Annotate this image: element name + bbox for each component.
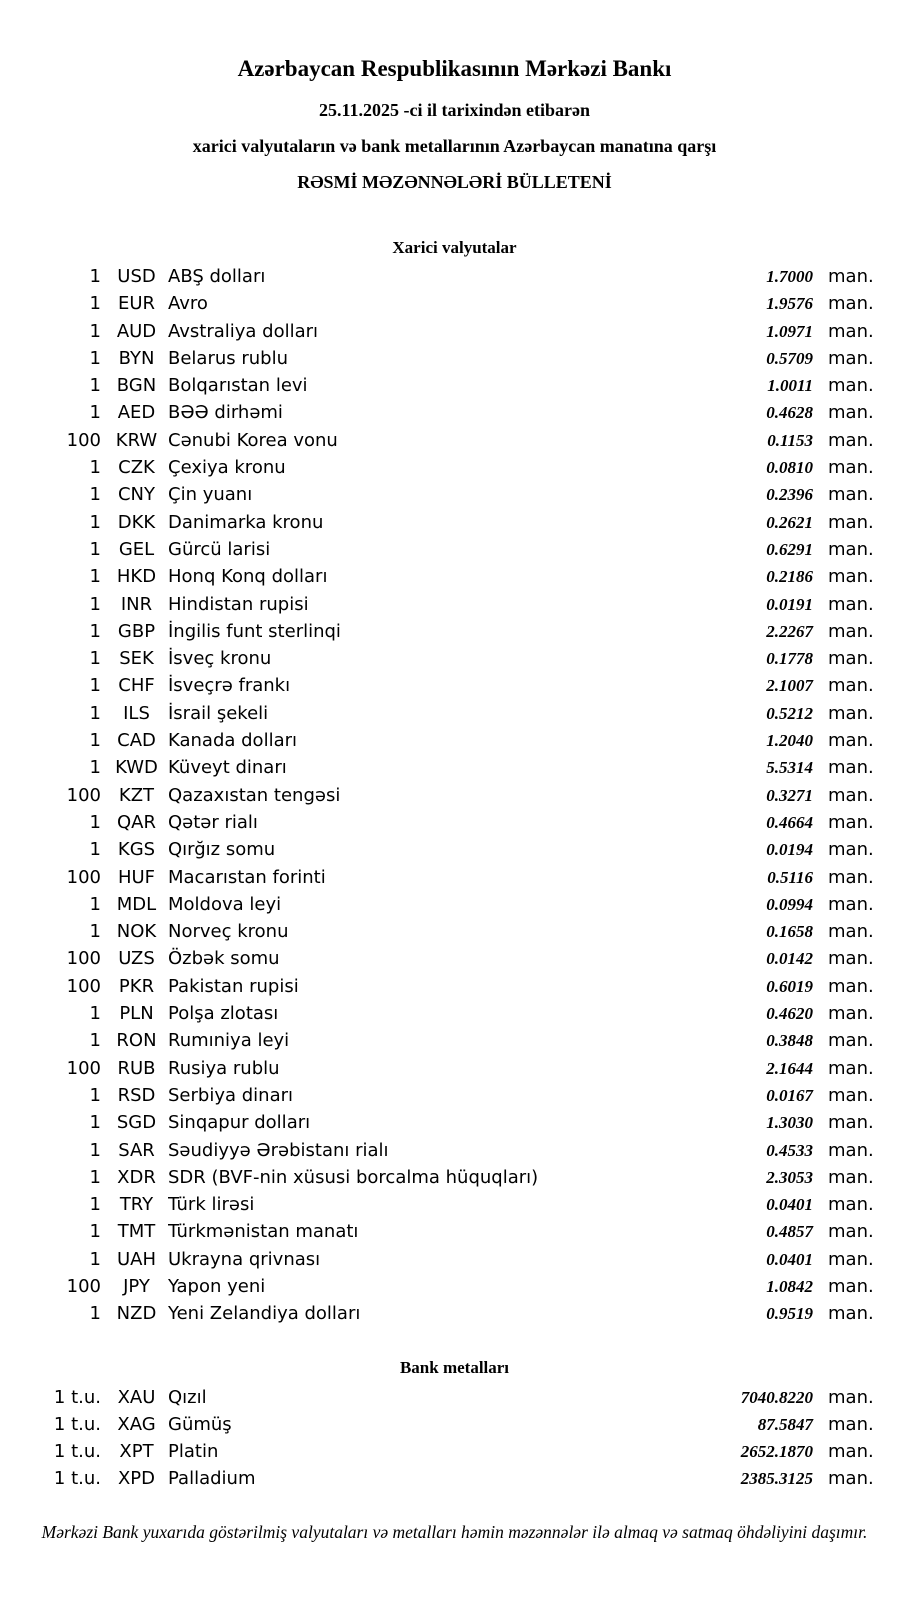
currency-name: Türk lirəsi xyxy=(168,1194,255,1216)
currency-code: EUR xyxy=(117,293,156,315)
rate-value: 2.2267 xyxy=(766,621,813,641)
rate-unit: man. xyxy=(828,1139,874,1161)
table-row xyxy=(0,618,909,645)
table-row xyxy=(0,1465,909,1492)
currency-code: KRW xyxy=(115,429,158,451)
currencies-table xyxy=(0,263,909,1328)
bank-title: Azərbaycan Respublikasının Mərkəzi Bankı xyxy=(237,56,672,81)
table-row xyxy=(0,1438,909,1465)
currency-code: PLN xyxy=(119,1003,154,1025)
rate-unit: man. xyxy=(828,675,874,697)
rate-quantity: 1 xyxy=(89,457,101,479)
table-row xyxy=(0,1273,909,1300)
rate-unit: man. xyxy=(828,484,874,506)
rate-value: 5.5314 xyxy=(766,758,813,778)
rate-quantity: 1 xyxy=(89,266,101,287)
rate-quantity: 100 xyxy=(66,948,101,970)
table-row xyxy=(0,1218,909,1245)
rate-unit: man. xyxy=(828,1166,874,1188)
currency-name: Gürcü larisi xyxy=(168,538,271,560)
currency-code: DKK xyxy=(117,511,156,533)
currency-code: GEL xyxy=(118,538,155,560)
rate-value: 0.6291 xyxy=(766,539,813,559)
table-row xyxy=(0,1411,909,1438)
table-row xyxy=(0,263,909,290)
table-row xyxy=(0,345,909,372)
rate-quantity: 1 t.u. xyxy=(53,1413,101,1435)
currency-name: İngilis funt sterlinqi xyxy=(168,620,341,642)
currency-code: INR xyxy=(120,593,153,615)
currency-code: CHF xyxy=(118,675,155,697)
rate-quantity: 1 xyxy=(89,1139,101,1161)
rate-value: 0.3271 xyxy=(766,785,813,805)
rate-unit: man. xyxy=(828,1057,874,1079)
table-row xyxy=(0,1082,909,1109)
rate-value: 87.5847 xyxy=(757,1414,813,1434)
rate-quantity: 100 xyxy=(66,429,101,451)
rate-quantity: 1 xyxy=(89,1166,101,1188)
rate-value: 1.0842 xyxy=(766,1276,813,1296)
table-row xyxy=(0,1055,909,1082)
rate-value: 0.4664 xyxy=(766,812,813,832)
rate-value: 0.2186 xyxy=(766,567,813,587)
table-row xyxy=(0,1137,909,1164)
table-row xyxy=(0,1027,909,1054)
rate-quantity: 1 xyxy=(89,1084,101,1106)
rate-unit: man. xyxy=(828,457,874,479)
rate-unit: man. xyxy=(828,566,874,588)
rate-unit: man. xyxy=(828,1194,874,1216)
rate-value: 0.4533 xyxy=(766,1140,813,1160)
rate-quantity: 1 xyxy=(89,593,101,615)
rate-unit: man. xyxy=(828,1221,874,1243)
currency-code: CAD xyxy=(117,730,156,752)
currency-code: XPD xyxy=(117,1468,156,1490)
currency-code: AUD xyxy=(116,320,157,342)
bulletin-title: RƏSMİ MƏZƏNNƏLƏRİ BÜLLETENİ xyxy=(297,172,612,192)
rate-unit: man. xyxy=(828,511,874,533)
rate-quantity: 100 xyxy=(66,866,101,888)
rate-value: 0.1153 xyxy=(767,430,813,450)
effective-date-line: 25.11.2025 -ci il tarixindən etibarən xyxy=(319,100,590,120)
rate-value: 2.3053 xyxy=(766,1167,813,1187)
rate-value: 0.0994 xyxy=(766,894,813,914)
rate-value: 7040.8220 xyxy=(740,1387,813,1407)
rate-value: 0.6019 xyxy=(766,976,813,996)
rate-quantity: 1 t.u. xyxy=(53,1468,101,1490)
currency-name: Yapon yeni xyxy=(168,1275,266,1297)
currency-code: JPY xyxy=(123,1275,150,1297)
rate-quantity: 1 xyxy=(89,566,101,588)
rate-quantity: 1 xyxy=(89,675,101,697)
rate-value: 0.0167 xyxy=(766,1085,813,1105)
rate-value: 1.3030 xyxy=(766,1113,813,1133)
currency-code: XPT xyxy=(119,1441,154,1463)
currency-code: RON xyxy=(116,1030,157,1052)
currency-code: CZK xyxy=(118,457,155,479)
currency-name: Çin yuanı xyxy=(168,484,253,506)
currency-code: AED xyxy=(117,402,156,424)
rate-unit: man. xyxy=(828,266,874,287)
rate-quantity: 1 xyxy=(89,893,101,915)
currency-code: GBP xyxy=(117,620,156,642)
metals-table xyxy=(0,1384,909,1493)
table-row xyxy=(0,973,909,1000)
rate-unit: man. xyxy=(828,757,874,779)
rate-unit: man. xyxy=(828,402,874,424)
rate-unit: man. xyxy=(828,620,874,642)
currency-code: XDR xyxy=(117,1166,156,1188)
rate-unit: man. xyxy=(828,429,874,451)
subject-line: xarici valyutaların və bank metallarının Azərbaycan manatına qarşı xyxy=(192,136,717,156)
rate-unit: man. xyxy=(828,1030,874,1052)
table-row xyxy=(0,591,909,618)
table-row xyxy=(0,318,909,345)
currency-name: Rumıniya leyi xyxy=(168,1030,290,1052)
currency-name: SDR (BVF-nin xüsusi borcalma hüquqları) xyxy=(168,1166,539,1188)
rate-quantity: 1 xyxy=(89,375,101,397)
rate-quantity: 1 xyxy=(89,1248,101,1270)
currency-name: Avstraliya dolları xyxy=(168,320,319,342)
table-row xyxy=(0,1000,909,1027)
rate-unit: man. xyxy=(828,1003,874,1025)
rate-quantity: 1 xyxy=(89,620,101,642)
currency-code: BGN xyxy=(116,375,157,397)
table-row xyxy=(0,1164,909,1191)
rate-quantity: 1 xyxy=(89,1112,101,1134)
table-row xyxy=(0,1109,909,1136)
currency-code: KGS xyxy=(117,839,156,861)
rate-unit: man. xyxy=(828,593,874,615)
table-row xyxy=(0,454,909,481)
rate-value: 0.0401 xyxy=(766,1195,813,1215)
currency-name: Qırğız somu xyxy=(168,839,276,861)
rate-unit: man. xyxy=(828,921,874,943)
bulletin-footer xyxy=(0,1521,909,1543)
rate-value: 0.5116 xyxy=(767,867,813,887)
rate-quantity: 1 xyxy=(89,293,101,315)
currency-name: Kanada dolları xyxy=(168,730,298,752)
rate-quantity: 1 t.u. xyxy=(53,1441,101,1463)
currency-code: SEK xyxy=(119,648,154,670)
currency-code: HUF xyxy=(117,866,156,888)
disclaimer-note: Mərkəzi Bank yuxarıda göstərilmiş valyutaları və metalları həmin məzənnələr ilə almaq və satmaq öhdəliyini daşımır. xyxy=(41,1521,868,1542)
rate-value: 1.7000 xyxy=(766,267,813,286)
currency-code: NOK xyxy=(116,921,157,943)
rate-quantity: 1 t.u. xyxy=(53,1386,101,1408)
table-row xyxy=(0,754,909,781)
rate-value: 0.3848 xyxy=(766,1031,813,1051)
currency-code: CNY xyxy=(117,484,156,506)
rate-quantity: 1 xyxy=(89,1303,101,1325)
currency-name: İsveçrə frankı xyxy=(168,675,291,697)
table-row xyxy=(0,1300,909,1327)
rate-unit: man. xyxy=(828,347,874,369)
table-row xyxy=(0,645,909,672)
table-row xyxy=(0,700,909,727)
currency-code: ILS xyxy=(123,702,150,724)
rate-quantity: 1 xyxy=(89,921,101,943)
table-row xyxy=(0,372,909,399)
currency-code: RUB xyxy=(117,1057,156,1079)
rate-value: 0.0401 xyxy=(766,1249,813,1269)
rate-quantity: 1 xyxy=(89,402,101,424)
currency-name: Belarus rublu xyxy=(168,347,289,369)
rate-quantity: 1 xyxy=(89,811,101,833)
rate-quantity: 100 xyxy=(66,975,101,997)
currency-code: SAR xyxy=(118,1139,155,1161)
rate-unit: man. xyxy=(828,839,874,861)
currency-name: Palladium xyxy=(168,1468,256,1490)
currency-name: ABŞ dolları xyxy=(168,266,266,287)
rate-unit: man. xyxy=(828,320,874,342)
rate-unit: man. xyxy=(828,1084,874,1106)
currency-name: Platin xyxy=(168,1441,219,1463)
rate-quantity: 1 xyxy=(89,648,101,670)
bulletin-header xyxy=(0,54,909,193)
foreign-currencies-section xyxy=(0,237,909,1328)
currency-code: NZD xyxy=(116,1303,157,1325)
currency-name: Səudiyyə Ərəbistanı rialı xyxy=(168,1139,389,1161)
rate-quantity: 1 xyxy=(89,1194,101,1216)
table-row xyxy=(0,864,909,891)
rate-unit: man. xyxy=(828,1303,874,1325)
currency-code: PKR xyxy=(118,975,155,997)
rate-quantity: 1 xyxy=(89,320,101,342)
currency-name: Türkmənistan manatı xyxy=(168,1221,359,1243)
currency-name: Bolqarıstan levi xyxy=(168,375,308,397)
table-row xyxy=(0,891,909,918)
table-row xyxy=(0,427,909,454)
rate-unit: man. xyxy=(828,1386,874,1408)
currency-code: MDL xyxy=(116,893,157,915)
currency-name: Çexiya kronu xyxy=(168,457,286,479)
currency-name: Danimarka kronu xyxy=(168,511,324,533)
rate-value: 0.9519 xyxy=(766,1304,813,1324)
currency-code: TRY xyxy=(119,1194,154,1216)
currency-code: BYN xyxy=(118,347,155,369)
rate-unit: man. xyxy=(828,1112,874,1134)
rate-value: 2.1007 xyxy=(766,676,813,696)
rate-unit: man. xyxy=(828,1441,874,1463)
rate-value: 2.1644 xyxy=(766,1058,813,1078)
currency-name: Sinqapur dolları xyxy=(168,1112,311,1134)
currency-name: Pakistan rupisi xyxy=(168,975,299,997)
rate-unit: man. xyxy=(828,866,874,888)
currency-name: Honq Konq dolları xyxy=(168,566,328,588)
rate-quantity: 1 xyxy=(89,839,101,861)
rate-value: 0.4620 xyxy=(766,1004,813,1024)
currency-name: Hindistan rupisi xyxy=(168,593,309,615)
bank-metals-section xyxy=(0,1357,909,1493)
rate-quantity: 1 xyxy=(89,1030,101,1052)
currency-name: Cənubi Korea vonu xyxy=(168,429,338,451)
rate-unit: man. xyxy=(828,948,874,970)
rate-quantity: 1 xyxy=(89,484,101,506)
rate-quantity: 1 xyxy=(89,1003,101,1025)
table-row xyxy=(0,481,909,508)
rate-quantity: 100 xyxy=(66,1275,101,1297)
currency-name: İsveç kronu xyxy=(168,648,272,670)
rate-value: 0.2621 xyxy=(766,512,813,532)
rate-value: 1.0971 xyxy=(766,321,813,341)
currency-name: Qətər rialı xyxy=(168,811,258,833)
table-row xyxy=(0,1191,909,1218)
currency-name: BƏƏ dirhəmi xyxy=(168,402,283,424)
currency-name: Küveyt dinarı xyxy=(168,757,287,779)
rate-value: 0.0810 xyxy=(766,458,813,478)
metals-section-title: Bank metalları xyxy=(399,1357,510,1377)
currency-name: Macarıstan forinti xyxy=(168,866,326,888)
currency-code: RSD xyxy=(117,1084,156,1106)
rate-quantity: 1 xyxy=(89,757,101,779)
rate-unit: man. xyxy=(828,293,874,315)
rate-quantity: 1 xyxy=(89,511,101,533)
rate-value: 0.5709 xyxy=(766,348,813,368)
rate-unit: man. xyxy=(828,893,874,915)
rate-value: 0.5212 xyxy=(766,703,813,723)
currency-name: Gümüş xyxy=(168,1413,232,1435)
currency-code: USD xyxy=(117,266,156,287)
rate-value: 0.0142 xyxy=(766,949,813,969)
rate-unit: man. xyxy=(828,1413,874,1435)
rate-value: 0.1778 xyxy=(766,649,813,669)
table-row xyxy=(0,536,909,563)
rate-unit: man. xyxy=(828,538,874,560)
rate-value: 1.2040 xyxy=(766,731,813,751)
table-row xyxy=(0,399,909,426)
rate-unit: man. xyxy=(828,1468,874,1490)
rate-unit: man. xyxy=(828,648,874,670)
rate-unit: man. xyxy=(828,730,874,752)
currency-code: UAH xyxy=(116,1248,157,1270)
table-row xyxy=(0,836,909,863)
currency-name: Avro xyxy=(168,293,208,315)
currency-name: Qazaxıstan tengəsi xyxy=(168,784,341,806)
table-row xyxy=(0,290,909,317)
currency-code: KZT xyxy=(118,784,155,806)
rate-value: 1.9576 xyxy=(766,294,813,314)
rate-value: 0.1658 xyxy=(766,922,813,942)
rate-unit: man. xyxy=(828,1275,874,1297)
currencies-section-title: Xarici valyutalar xyxy=(392,238,517,257)
table-row xyxy=(0,809,909,836)
table-row xyxy=(0,782,909,809)
rate-quantity: 1 xyxy=(89,730,101,752)
table-row xyxy=(0,918,909,945)
rate-value: 0.0191 xyxy=(766,594,813,614)
rate-quantity: 1 xyxy=(89,538,101,560)
rate-unit: man. xyxy=(828,375,874,397)
currency-code: UZS xyxy=(118,948,155,970)
currency-name: Moldova leyi xyxy=(168,893,282,915)
currency-code: XAG xyxy=(117,1413,156,1435)
currency-code: XAU xyxy=(117,1386,156,1408)
table-row xyxy=(0,727,909,754)
rate-value: 0.4628 xyxy=(766,403,813,423)
table-row xyxy=(0,1384,909,1411)
rate-quantity: 1 xyxy=(89,702,101,724)
currency-name: Özbək somu xyxy=(168,948,280,970)
currency-name: Polşa zlotası xyxy=(168,1003,279,1025)
currency-name: Norveç kronu xyxy=(168,921,289,943)
currency-code: SGD xyxy=(116,1112,157,1134)
rate-unit: man. xyxy=(828,702,874,724)
rate-value: 2385.3125 xyxy=(740,1469,813,1489)
rate-quantity: 100 xyxy=(66,1057,101,1079)
currency-name: Ukrayna qrivnası xyxy=(168,1248,321,1270)
currency-code: QAR xyxy=(117,811,156,833)
currency-name: Rusiya rublu xyxy=(168,1057,280,1079)
currency-code: KWD xyxy=(115,757,158,779)
currency-name: Yeni Zelandiya dolları xyxy=(168,1303,361,1325)
rate-value: 0.2396 xyxy=(766,485,813,505)
rate-value: 0.0194 xyxy=(766,840,813,860)
rate-quantity: 100 xyxy=(66,784,101,806)
currency-name: Qızıl xyxy=(168,1386,207,1408)
currency-code: TMT xyxy=(117,1221,156,1243)
rate-unit: man. xyxy=(828,1248,874,1270)
rate-unit: man. xyxy=(828,784,874,806)
table-row xyxy=(0,509,909,536)
currency-name: İsrail şekeli xyxy=(168,702,269,724)
table-row xyxy=(0,1246,909,1273)
rate-value: 0.4857 xyxy=(766,1222,813,1242)
table-row xyxy=(0,563,909,590)
rate-value: 2652.1870 xyxy=(740,1442,813,1462)
rate-unit: man. xyxy=(828,975,874,997)
rate-quantity: 1 xyxy=(89,347,101,369)
table-row xyxy=(0,672,909,699)
rate-unit: man. xyxy=(828,811,874,833)
table-row xyxy=(0,945,909,972)
rate-quantity: 1 xyxy=(89,1221,101,1243)
currency-name: Serbiya dinarı xyxy=(168,1084,293,1106)
currency-code: HKD xyxy=(116,566,157,588)
rate-value: 1.0011 xyxy=(767,376,813,396)
